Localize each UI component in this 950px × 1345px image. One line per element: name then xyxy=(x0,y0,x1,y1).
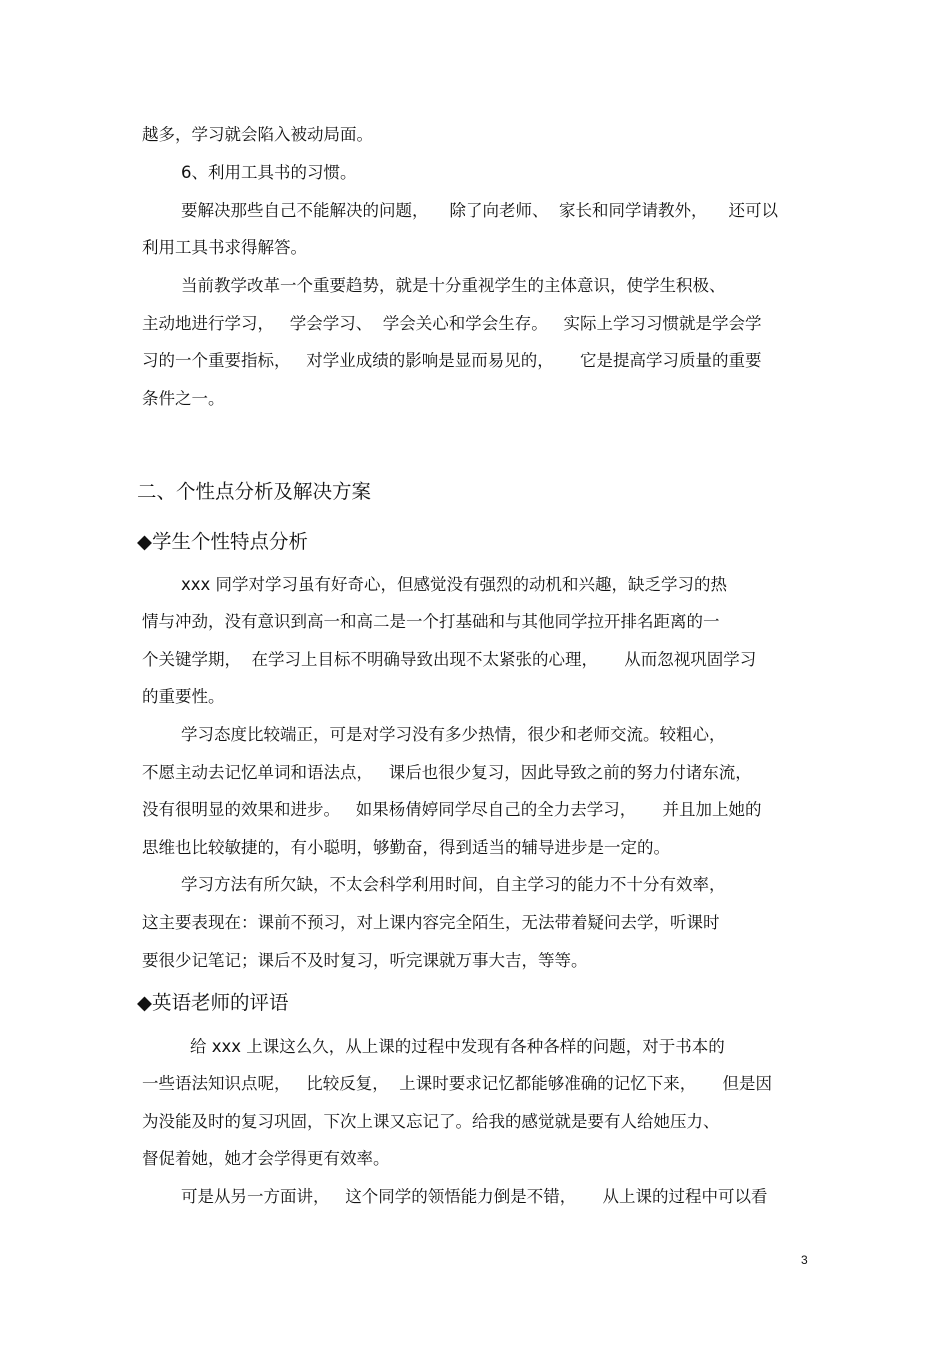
paragraph-line: 习的一个重要指标， 对学业成绩的影响是显而易见的， 它是提高学习质量的重要 xyxy=(142,351,762,370)
paragraph-line: 可是从另一方面讲， 这个同学的领悟能力倒是不错， 从上课的过程中可以看 xyxy=(181,1187,768,1206)
subsection-heading: ◆英语老师的评语 xyxy=(137,991,289,1014)
paragraph-line: 个关键学期， 在学习上目标不明确导致出现不太紧张的心理， 从而忽视巩固学习 xyxy=(142,650,757,669)
subsection-heading: ◆学生个性特点分析 xyxy=(137,530,308,553)
paragraph-line: 要很少记笔记；课后不及时复习，听完课就万事大吉，等等。 xyxy=(142,951,588,970)
paragraph-line: 督促着她，她才会学得更有效率。 xyxy=(142,1149,390,1168)
paragraph-line: 不愿主动去记忆单词和语法点， 课后也很少复习，因此导致之前的努力付诸东流， xyxy=(142,763,752,782)
paragraph-line: 一些语法知识点呢， 比较反复， 上课时要求记忆都能够准确的记忆下来， 但是因 xyxy=(142,1074,772,1093)
section-heading: 二、个性点分析及解决方案 xyxy=(137,480,372,503)
page-number: 3 xyxy=(801,1253,808,1267)
paragraph-line: 学习态度比较端正，可是对学习没有多少热情，很少和老师交流。较粗心， xyxy=(181,725,726,744)
paragraph-line: 主动地进行学习， 学会学习、 学会关心和学会生存。 实际上学习习惯就是学会学 xyxy=(142,314,762,333)
paragraph-line: 的重要性。 xyxy=(142,687,225,706)
paragraph-line: 为没能及时的复习巩固，下次上课又忘记了。给我的感觉就是要有人给她压力、 xyxy=(142,1112,720,1131)
paragraph-line: 学习方法有所欠缺，不太会科学利用时间，自主学习的能力不十分有效率， xyxy=(181,875,726,894)
paragraph-line: 情与冲劲，没有意识到高一和高二是一个打基础和与其他同学拉开排名距离的一 xyxy=(142,612,720,631)
paragraph-line: 没有很明显的效果和进步。 如果杨倩婷同学尽自己的全力去学习， 并且加上她的 xyxy=(142,800,762,819)
paragraph-line: 6、利用工具书的习惯。 xyxy=(181,163,357,182)
paragraph-line: 要解决那些自己不能解决的问题， 除了向老师、 家长和同学请教外， 还可以 xyxy=(181,201,778,220)
paragraph-line: 利用工具书求得解答。 xyxy=(142,238,307,257)
paragraph-line: 思维也比较敏捷的，有小聪明，够勤奋，得到适当的辅导进步是一定的。 xyxy=(142,838,670,857)
paragraph-line: xxx 同学对学习虽有好奇心，但感觉没有强烈的动机和兴趣，缺乏学习的热 xyxy=(181,575,728,594)
paragraph-line: 条件之一。 xyxy=(142,389,225,408)
paragraph-line: 给 xxx 上课这么久，从上课的过程中发现有各种各样的问题，对于书本的 xyxy=(190,1037,725,1056)
paragraph-line: 这主要表现在：课前不预习，对上课内容完全陌生，无法带着疑问去学，听课时 xyxy=(142,913,720,932)
paragraph-line: 越多，学习就会陷入被动局面。 xyxy=(142,125,373,144)
paragraph-line: 当前教学改革一个重要趋势，就是十分重视学生的主体意识，使学生积极、 xyxy=(181,276,726,295)
